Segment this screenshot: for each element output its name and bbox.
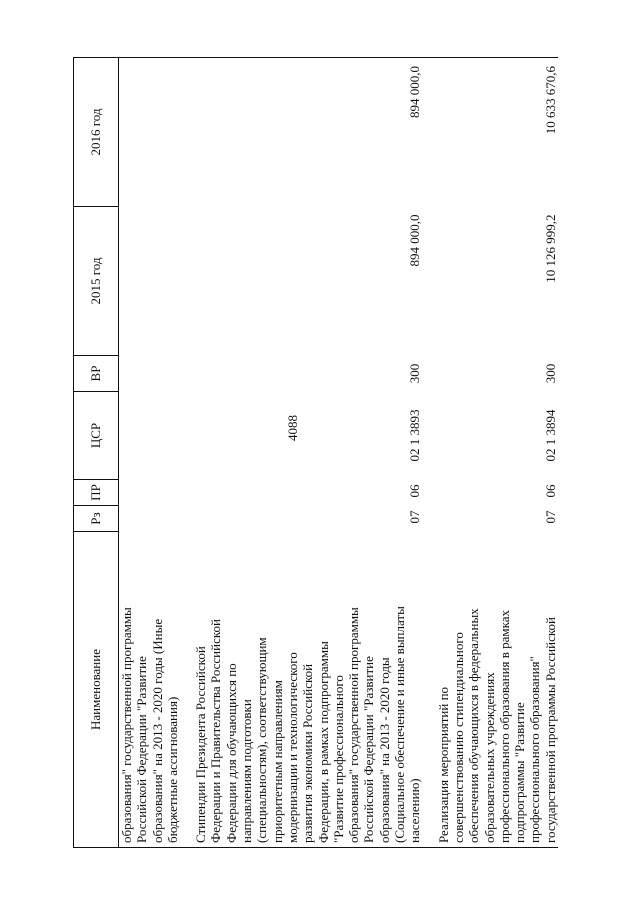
row-pr	[119, 480, 181, 506]
row-name-line: государственной программы Российской	[542, 617, 558, 843]
budget-table	[73, 57, 558, 848]
column-header-pr: ПР	[74, 480, 119, 506]
row-name	[193, 532, 422, 848]
row-name-line: образовательных учреждениях	[481, 672, 497, 843]
column-header-rz: Рз	[74, 506, 119, 532]
row-name-line: развития экономики Российской	[300, 663, 316, 843]
table-row	[436, 58, 558, 848]
column-header-year-2015: 2015 год	[74, 207, 119, 356]
row-rz	[119, 506, 181, 532]
row-csr: 02 1 3893	[407, 409, 423, 462]
row-name-line: (специальностям), соответствующим	[254, 637, 270, 843]
budget-table-container	[73, 58, 608, 848]
row-csr	[119, 392, 181, 480]
row-name-line: подпрограммы "Развитие	[512, 702, 528, 843]
table-row	[193, 58, 422, 848]
column-header-name: Наименование	[74, 532, 119, 848]
row-name	[119, 532, 181, 848]
page-number: 4088	[285, 415, 300, 441]
row-csr: 02 1 3894	[542, 409, 558, 462]
row-vr	[119, 356, 181, 392]
row-name-line: образования" на 2013 - 2020 годы (Иные	[149, 618, 165, 843]
column-header-year-2016: 2016 год	[74, 58, 119, 207]
row-rz: 07	[407, 510, 423, 524]
row-year-2016: 894 000,0	[193, 58, 422, 207]
row-name-line: направлениям подготовки	[239, 699, 255, 843]
column-header-csr: ЦСР	[74, 392, 119, 480]
row-name-line: Реализация мероприятий по	[435, 686, 451, 843]
row-vr: 300	[542, 363, 558, 384]
row-name-line: профессионального образования в рамках	[496, 609, 512, 843]
row-name-line: "Развитие профессионального	[330, 675, 346, 843]
row-name-line: Российской Федерации "Развитие	[361, 656, 377, 843]
column-header-vr: ВР	[74, 356, 119, 392]
table-row	[119, 58, 181, 848]
row-year-2015: 10 126 999,2	[542, 214, 558, 283]
row-rz: 07	[542, 510, 558, 524]
row-name-line: Стипендии Президента Российской	[193, 646, 209, 843]
row-name-line: Федерации, в рамках подпрограммы	[315, 641, 331, 843]
row-name-line: образования" государственной программы	[346, 607, 362, 843]
row-name-line: бюджетные ассигнования)	[164, 696, 180, 843]
row-year-2016: 10 633 670,6	[436, 58, 558, 207]
row-name-line: образования" государственной программы	[119, 607, 134, 843]
row-year-2015: 894 000,0	[407, 214, 423, 267]
row-name	[436, 532, 558, 848]
row-name-line: Федерации для обучающихся по	[223, 663, 239, 843]
row-year-2015	[119, 207, 181, 356]
row-name-line: модернизации и технологического	[284, 652, 300, 843]
row-name-line: приоритетным направлениям	[269, 680, 285, 843]
row-name-line: профессионального образования"	[527, 656, 543, 843]
row-name-line: обеспечения обучающихся в федеральных	[466, 608, 482, 843]
row-name-line: населению)	[407, 778, 423, 843]
row-pr: 06	[407, 484, 423, 498]
row-vr: 300	[407, 363, 423, 384]
row-name-line: (Социальное обеспечение и иные выплаты	[392, 606, 408, 843]
row-name-line: образования" на 2013 - 2020 годы	[376, 657, 392, 843]
row-name-line: Российской Федерации "Развитие	[134, 656, 150, 843]
row-name-line: Федерации и Правительства Российской	[208, 619, 224, 843]
row-pr: 06	[542, 484, 558, 498]
row-year-2016	[119, 58, 181, 207]
row-name-line: совершенствованию стипендиального	[450, 632, 466, 843]
table-header-row	[74, 58, 119, 848]
